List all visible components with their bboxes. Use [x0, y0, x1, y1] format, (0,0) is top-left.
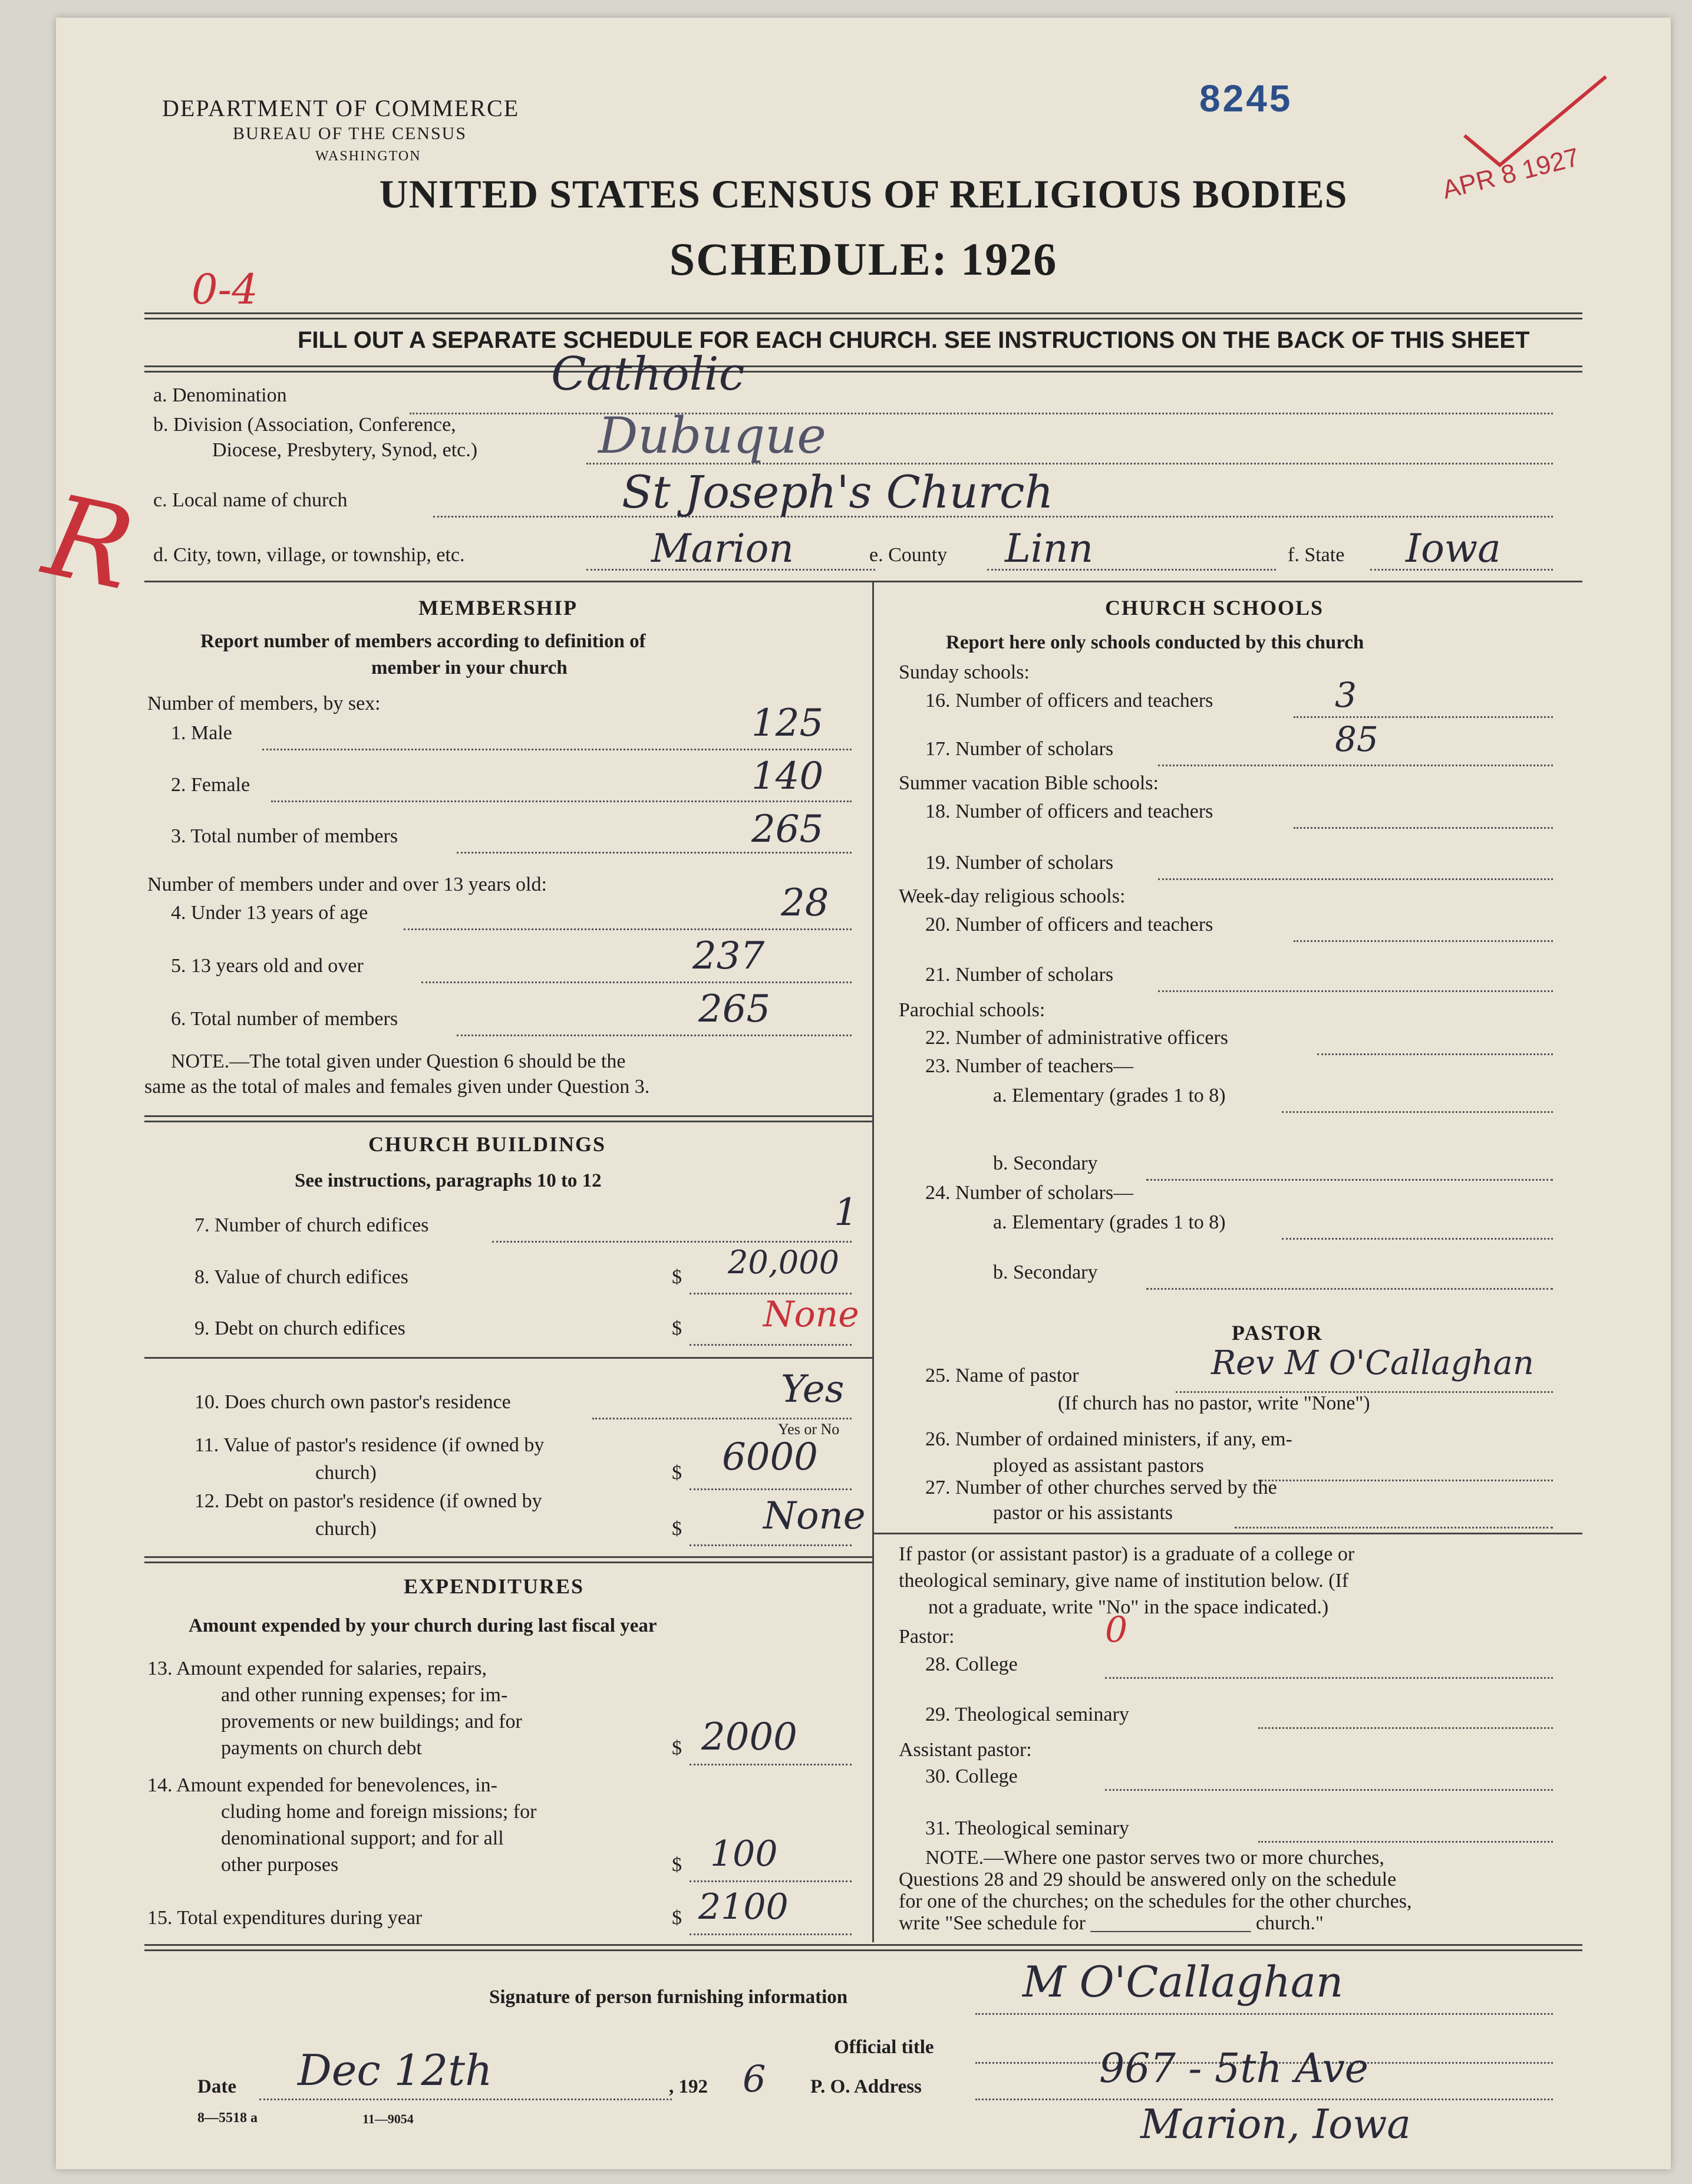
- q5-over13-field[interactable]: [421, 981, 852, 983]
- q26-label-2: ployed as assistant pastors: [993, 1455, 1204, 1477]
- q28-label: 28. College: [925, 1653, 1018, 1675]
- city-label: d. City, town, village, or township, etc.: [153, 544, 465, 566]
- q21-label: 21. Number of scholars: [925, 964, 1114, 986]
- q23b-label: b. Secondary: [993, 1152, 1098, 1174]
- q23-label: 23. Number of teachers—: [925, 1055, 1134, 1077]
- q16-value: 3: [1335, 675, 1357, 715]
- membership-note-2: same as the total of males and females given under Question 3.: [144, 1076, 650, 1098]
- q21-field[interactable]: [1158, 990, 1553, 992]
- q22-label: 22. Number of administrative officers: [925, 1027, 1228, 1049]
- q11-label: 11. Value of pastor's residence (if owned by: [194, 1434, 545, 1456]
- q13-dollar: $: [672, 1737, 682, 1759]
- q13-label-2: and other running expenses; for im-: [221, 1684, 508, 1706]
- serial-number: 8245: [1199, 77, 1293, 120]
- q23a-label: a. Elementary (grades 1 to 8): [993, 1085, 1226, 1106]
- bureau-label: BUREAU OF THE CENSUS: [233, 124, 467, 143]
- pastor-label: Pastor:: [899, 1626, 955, 1648]
- red-pencil-mark: 0-4: [192, 265, 258, 314]
- q13-label-4: payments on church debt: [221, 1737, 422, 1759]
- q27-label-2: pastor or his assistants: [993, 1502, 1173, 1524]
- q10-residence-field[interactable]: [592, 1418, 852, 1419]
- buildings-mid-rule: [144, 1357, 872, 1359]
- q13-label-3: provements or new buildings; and for: [221, 1711, 522, 1732]
- identity-bottom-rule: [144, 581, 1582, 582]
- county-label: e. County: [869, 544, 948, 566]
- pastor-graduate-mark: 0: [1105, 1609, 1128, 1651]
- schedule-title: SCHEDULE: 1926: [669, 233, 1058, 285]
- weekday-label: Week-day religious schools:: [899, 885, 1126, 907]
- pastor-note-2: Questions 28 and 29 should be answered only on the schedule: [899, 1869, 1397, 1890]
- footer-top-rule: [144, 1944, 1582, 1951]
- q28-field[interactable]: [1105, 1677, 1553, 1679]
- received-date-stamp: APR 8 1927: [1439, 143, 1582, 205]
- q23b-field[interactable]: [1146, 1179, 1553, 1181]
- membership-note: NOTE.—The total given under Question 6 should be the: [171, 1050, 626, 1072]
- q15-value: 2100: [698, 1886, 789, 1928]
- q3-total-label: 3. Total number of members: [171, 825, 398, 847]
- q5-over13-value: 237: [692, 934, 765, 978]
- q24-label: 24. Number of scholars—: [925, 1182, 1134, 1204]
- po-address-label: P. O. Address: [810, 2076, 922, 2097]
- q19-field[interactable]: [1158, 878, 1553, 880]
- q2-female-value: 140: [751, 755, 824, 798]
- vacation-label: Summer vacation Bible schools:: [899, 772, 1159, 794]
- schools-heading: CHURCH SCHOOLS: [1105, 596, 1324, 620]
- q12-dollar: $: [672, 1518, 682, 1540]
- by-sex-label: Number of members, by sex:: [147, 693, 381, 714]
- q9-debt-field[interactable]: [690, 1344, 852, 1346]
- q2-female-field[interactable]: [271, 801, 852, 802]
- department-label: DEPARTMENT OF COMMERCE: [162, 95, 520, 121]
- q4-under13-field[interactable]: [404, 928, 852, 930]
- date-value: Dec 12th: [298, 2045, 493, 2095]
- q6-total-value: 265: [698, 987, 771, 1031]
- membership-bottom-rule: [144, 1115, 872, 1122]
- q12-debt-value: None: [763, 1494, 866, 1538]
- graduate-instruction-3: not a graduate, write "No" in the space indicated.): [928, 1596, 1329, 1618]
- instructions-banner: FILL OUT A SEPARATE SCHEDULE FOR EACH CHURCH. SEE INSTRUCTIONS ON THE BACK OF THIS SHEET: [298, 327, 1530, 353]
- membership-subheading: Report number of members according to definition of: [200, 631, 646, 652]
- q29-field[interactable]: [1258, 1727, 1553, 1729]
- q6-total-field[interactable]: [457, 1035, 852, 1036]
- q16-field[interactable]: [1294, 716, 1553, 718]
- q7-edifices-label: 7. Number of church edifices: [194, 1214, 429, 1236]
- q12-label: 12. Debt on pastor's residence (if owned by: [194, 1490, 542, 1512]
- division-label-2: Diocese, Presbytery, Synod, etc.): [212, 439, 478, 461]
- q9-debt-value: None: [763, 1294, 859, 1335]
- print-number: 11—9054: [362, 2111, 414, 2126]
- q20-field[interactable]: [1294, 940, 1553, 942]
- by-age-label: Number of members under and over 13 years old:: [147, 874, 547, 895]
- q22-field[interactable]: [1317, 1053, 1553, 1055]
- pastor-heading: PASTOR: [1232, 1321, 1323, 1345]
- church-name-label: c. Local name of church: [153, 489, 348, 511]
- official-title-label: Official title: [834, 2037, 934, 2058]
- q13-label-1: 13. Amount expended for salaries, repairs,: [147, 1658, 487, 1679]
- q4-under13-value: 28: [781, 881, 829, 925]
- po-address-field[interactable]: [975, 2099, 1553, 2100]
- q25-hint: (If church has no pastor, write "None"): [1058, 1392, 1370, 1414]
- q3-total-value: 265: [751, 808, 824, 851]
- q24b-label: b. Secondary: [993, 1261, 1098, 1283]
- q11-value: 6000: [722, 1435, 818, 1479]
- q25-value: Rev M O'Callaghan: [1211, 1344, 1534, 1382]
- red-margin-letter: R: [34, 470, 144, 615]
- address-line-2: Marion, Iowa: [1140, 2101, 1411, 2148]
- q13-value: 2000: [701, 1715, 797, 1759]
- form-number: 8—5518 a: [197, 2110, 258, 2126]
- state-label: f. State: [1288, 544, 1345, 566]
- red-checkmark-icon: [1459, 71, 1612, 171]
- denomination-field[interactable]: [410, 413, 1553, 414]
- graduate-instruction: If pastor (or assistant pastor) is a graduate of a college or: [899, 1543, 1355, 1565]
- q15-label: 15. Total expenditures during year: [147, 1907, 423, 1929]
- county-value: Linn: [1005, 526, 1093, 571]
- q24a-field[interactable]: [1282, 1238, 1553, 1240]
- expenditures-heading: EXPENDITURES: [404, 1574, 585, 1598]
- date-label: Date: [197, 2076, 236, 2097]
- q10-residence-label: 10. Does church own pastor's residence: [194, 1391, 511, 1413]
- q18-label: 18. Number of officers and teachers: [925, 801, 1213, 822]
- q6-total-label: 6. Total number of members: [171, 1008, 398, 1030]
- pastor-note-3: for one of the churches; on the schedules for the other churches,: [899, 1890, 1412, 1912]
- schools-subheading: Report here only schools conducted by this church: [946, 632, 1364, 653]
- q8-dollar: $: [672, 1266, 682, 1288]
- q12-label-2: church): [315, 1518, 377, 1540]
- year-prefix: , 192: [669, 2076, 708, 2097]
- q23a-field[interactable]: [1282, 1111, 1553, 1113]
- year-digit: 6: [743, 2057, 766, 2100]
- q7-edifices-value: 1: [834, 1191, 858, 1234]
- q11-dollar: $: [672, 1462, 682, 1484]
- q26-label: 26. Number of ordained ministers, if any, em-: [925, 1428, 1292, 1450]
- q14-label-3: denominational support; and for all: [221, 1827, 504, 1849]
- q9-debt-label: 9. Debt on church edifices: [194, 1317, 405, 1339]
- q1-male-field[interactable]: [262, 749, 852, 750]
- q14-label-1: 14. Amount expended for benevolences, in-: [147, 1774, 497, 1796]
- sunday-label: Sunday schools:: [899, 661, 1030, 683]
- q15-field[interactable]: [690, 1933, 852, 1935]
- q30-field[interactable]: [1105, 1789, 1553, 1791]
- q13-field[interactable]: [690, 1764, 852, 1765]
- q9-dollar: $: [672, 1317, 682, 1339]
- pastor-note-4: write "See schedule for ________________ church.": [899, 1912, 1324, 1934]
- buildings-subheading: See instructions, paragraphs 10 to 12: [295, 1170, 602, 1191]
- membership-heading: MEMBERSHIP: [418, 596, 578, 620]
- q24b-field[interactable]: [1146, 1288, 1553, 1290]
- q11-value-field[interactable]: [690, 1488, 852, 1490]
- pastor-note: NOTE.—Where one pastor serves two or more churches,: [925, 1847, 1384, 1869]
- denomination-value: Catholic: [551, 348, 745, 401]
- q29-label: 29. Theological seminary: [925, 1704, 1129, 1725]
- column-divider: [872, 581, 874, 1942]
- graduate-instruction-2: theological seminary, give name of institution below. (If: [899, 1570, 1349, 1592]
- banner-top-rule: [144, 312, 1582, 319]
- parochial-label: Parochial schools:: [899, 999, 1045, 1021]
- buildings-heading: CHURCH BUILDINGS: [368, 1132, 606, 1156]
- q25-label: 25. Name of pastor: [925, 1365, 1079, 1386]
- q31-field[interactable]: [1258, 1841, 1553, 1843]
- signature-field[interactable]: [975, 2013, 1553, 2015]
- division-label: b. Division (Association, Conference,: [153, 414, 456, 436]
- q24a-label: a. Elementary (grades 1 to 8): [993, 1211, 1226, 1233]
- q11-label-2: church): [315, 1462, 377, 1484]
- church-name-value: St Joseph's Church: [622, 466, 1054, 518]
- q4-under13-label: 4. Under 13 years of age: [171, 902, 368, 924]
- q3-total-field[interactable]: [457, 852, 852, 854]
- washington-label: WASHINGTON: [315, 149, 421, 164]
- expenditures-subheading: Amount expended by your church during last fiscal year: [189, 1615, 657, 1636]
- q8-value-label: 8. Value of church edifices: [194, 1266, 408, 1288]
- address-line-1: 967 - 5th Ave: [1099, 2045, 1369, 2092]
- q17-field[interactable]: [1158, 765, 1553, 766]
- q17-value: 85: [1335, 719, 1378, 759]
- q15-dollar: $: [672, 1907, 682, 1929]
- division-value: Dubuque: [598, 407, 826, 465]
- q5-over13-label: 5. 13 years old and over: [171, 955, 364, 977]
- q8-value-value: 20,000: [728, 1244, 839, 1281]
- q14-value: 100: [710, 1833, 778, 1875]
- membership-subheading-2: member in your church: [371, 657, 568, 678]
- q16-label: 16. Number of officers and teachers: [925, 690, 1213, 711]
- denomination-label: a. Denomination: [153, 384, 287, 406]
- q14-dollar: $: [672, 1854, 682, 1876]
- q1-male-value: 125: [751, 701, 824, 745]
- q19-label: 19. Number of scholars: [925, 852, 1114, 874]
- q14-label-2: cluding home and foreign missions; for: [221, 1801, 537, 1823]
- census-schedule-sheet: [34, 18, 1671, 2169]
- state-value: Iowa: [1406, 526, 1501, 571]
- date-field[interactable]: [259, 2099, 672, 2100]
- q31-label: 31. Theological seminary: [925, 1817, 1129, 1839]
- q17-label: 17. Number of scholars: [925, 738, 1114, 760]
- q1-male-label: 1. Male: [171, 722, 232, 744]
- q20-label: 20. Number of officers and teachers: [925, 914, 1213, 935]
- form-title: UNITED STATES CENSUS OF RELIGIOUS BODIES: [379, 172, 1348, 216]
- q26-field[interactable]: [1258, 1480, 1553, 1481]
- q10-residence-value: Yes: [781, 1368, 845, 1411]
- q27-field[interactable]: [1235, 1527, 1553, 1529]
- q30-label: 30. College: [925, 1765, 1018, 1787]
- q2-female-label: 2. Female: [171, 774, 250, 796]
- signature-value: M O'Callaghan: [1023, 1957, 1344, 2007]
- buildings-bottom-rule: [144, 1556, 872, 1563]
- q12-debt-field[interactable]: [690, 1544, 852, 1546]
- q10-hint: Yes or No: [778, 1421, 840, 1438]
- q27-label: 27. Number of other churches served by the: [925, 1477, 1277, 1498]
- q14-label-4: other purposes: [221, 1854, 339, 1876]
- city-value: Marion: [651, 526, 794, 571]
- assistant-label: Assistant pastor:: [899, 1739, 1032, 1761]
- q18-field[interactable]: [1294, 827, 1553, 829]
- signature-label: Signature of person furnishing information: [489, 1987, 848, 2008]
- q14-field[interactable]: [690, 1880, 852, 1882]
- q7-edifices-field[interactable]: [492, 1241, 852, 1243]
- banner-bottom-rule: [144, 365, 1582, 373]
- pastor-mid-rule: [872, 1533, 1582, 1534]
